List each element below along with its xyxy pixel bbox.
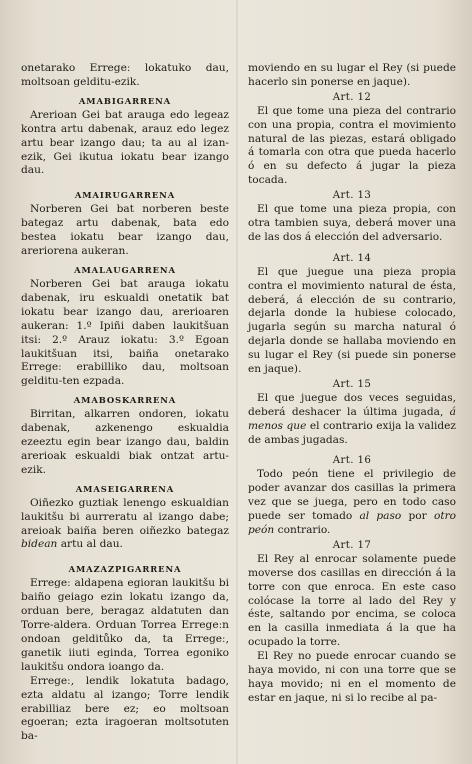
article-text: El que tome una pieza del contrario con una propia, contra el movimiento natural de las piezas, estará obligado á tomarla con otra que pueda hacerlo ó en su defecto á jugar la pieza tocada. bbox=[248, 104, 456, 187]
article-text-part: El que juegue dos veces seguidas, deberá deshacer la última jugada, bbox=[248, 391, 456, 418]
section-text: Arerioan Gei bat arauga edo legeaz kontra artu dabenak, arauz edo legez artu bear izango dau; ta au al izan-ezik, Gei ikutua iokatu bear izango dau. bbox=[21, 108, 229, 177]
left-intro-text: onetarako Erregeː lokatuko dau, moltsoan gelditu-ezik. bbox=[21, 62, 229, 88]
italic-term: bidean bbox=[21, 538, 58, 551]
section-heading: AMABIGARRENA bbox=[78, 95, 172, 106]
article-text-part: Todo peón tiene el privilegio de poder avanzar dos casillas la primera vez que se juega, pero en todo caso puede ser tomado bbox=[248, 468, 456, 523]
article-text-part: por bbox=[401, 510, 434, 523]
article-heading: Art. 14 bbox=[332, 252, 372, 264]
right-intro-text: moviendo en su lugar el Rey (si puede hacerlo sin ponerse en jaque). bbox=[248, 62, 456, 88]
section-text: Erregeː, lendik lokatuta badago, ezta aldatu al izango; Torre lendik erabilliaz bere ez; eo moltsoan egoeran; ezta iragoeran moltsotuten ba- bbox=[21, 674, 229, 743]
article-heading: Art. 13 bbox=[332, 190, 372, 202]
article-text-part: contrario. bbox=[274, 524, 331, 536]
article-text: El que juegue una pieza propia contra el movimiento natural de ésta, deberá, á elección de su contrario, dejarla donde la hubiese colocado, jugarla según su marcha natural ó dejarla donde se hallaba moviendo en su lugar el Rey (si puede sin ponerse en jaque). bbox=[248, 265, 456, 376]
section-heading: AMAZAZPIGARRENA bbox=[68, 564, 182, 575]
italic-term: al paso bbox=[359, 510, 402, 523]
italic-term: otro peón bbox=[248, 510, 457, 536]
article-text: El que tome una pieza propia, con otra tambien suya, deberá mover una de las dos á elección del adversario. bbox=[248, 203, 456, 243]
article-text: El Rey no puede enrocar cuando se haya movido, ni con una torre que se haya movido; ni en el momento de estar en jaque, ni si lo recibe al pa- bbox=[248, 650, 456, 704]
left-column-basque bbox=[21, 62, 229, 744]
section-text-part: artu al dau. bbox=[57, 538, 123, 551]
section-text bbox=[21, 497, 229, 553]
column-gutter bbox=[236, 0, 238, 764]
section-text: Norberen Gei bat norberen beste bategaz artu dabenak, bata edo bestea iokatu bear izango dau, areriorena aukeran. bbox=[21, 203, 229, 258]
section-heading: AMASEIGARRENA bbox=[75, 483, 175, 494]
article-text-part: el contrario exija la validez de ambas jugadas. bbox=[248, 419, 456, 446]
section-heading: AMALAUGARRENA bbox=[74, 264, 176, 275]
section-text: Erregeː aldapena egioran laukitšu bi baiño geiago ezin lokatu izango da, orduan bere, beragaz aldatuten dan Torre-aldera. Orduan Torrea Erregeːn ondoan gelditůko da, ta Erregeː, ganetik iiuti eginda, Torrea egoniko laukitšu ondora ioango da. bbox=[21, 577, 229, 673]
section-heading: AMABOSKARRENA bbox=[73, 395, 177, 406]
right-column-spanish bbox=[248, 62, 456, 706]
section-text-part: Oiñezko guztiak lenengo eskualdian laukitšu bi aurreratu al izango dabe; areioak baiña beren oiñezko bategaz bbox=[21, 496, 229, 537]
article-heading: Art. 12 bbox=[332, 91, 372, 103]
section-text: Birritan, alkarren ondoren, iokatu dabenak, azkenengo eskualdia ezeeztu egin bear izango dau, baldin arerioak eskualdi biak ontzat artu-ezik. bbox=[21, 408, 229, 476]
article-text bbox=[248, 468, 456, 538]
article-heading: Art. 17 bbox=[332, 539, 372, 551]
article-text: El Rey al enrocar solamente puede moverse dos casillas en dirección á la torre con que enroca. En este caso colócase la torre al lado del Rey y éste, saltando por encima, se coloca en la casilla inmediata á la que ha ocupado la torre. bbox=[248, 552, 456, 649]
article-heading: Art. 16 bbox=[332, 455, 372, 467]
article-text bbox=[248, 392, 456, 448]
article-heading: Art. 15 bbox=[332, 378, 372, 390]
section-heading: AMAIRUGARRENA bbox=[74, 190, 176, 201]
section-text: Norberen Gei bat arauga iokatu dabenak, iru eskualdi onetatik bat iokatu bear izango dau, arerioaren aukeran: 1.º Ipiñi daben laukitšuan itsi: 2.º Arauz iokatu: 3.º Egoan laukitšuan itsi, baiña onetarako Erregeː erabilliko dau, moltsoan gelditu-ten ezpada. bbox=[21, 277, 229, 388]
italic-term: á menos que bbox=[248, 405, 456, 432]
